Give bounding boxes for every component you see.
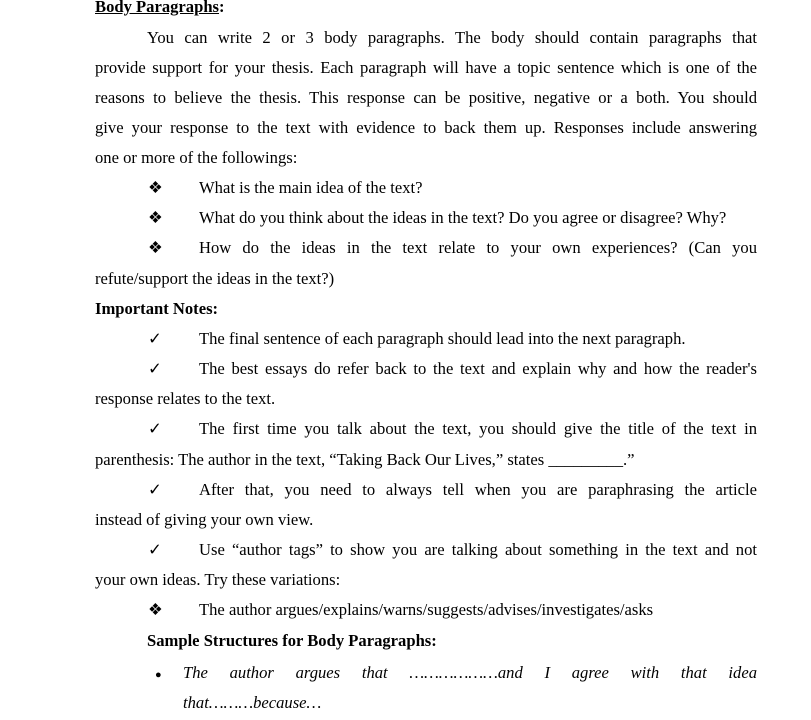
check-icon: ✓ — [148, 329, 162, 348]
intro-line: provide support for your thesis. Each paragraph will have a topic sentence which is one of the — [95, 58, 757, 77]
bullet-glyph: ● — [155, 669, 162, 681]
check-icon: ✓ — [148, 540, 162, 559]
intro-line: reasons to believe the thesis. This response can be positive, negative or a both. You should — [95, 88, 757, 107]
bullet-icon — [155, 658, 171, 688]
section-heading-colon: : — [219, 0, 225, 16]
note-item: Use “author tags” to show you are talking about something in the text and not — [199, 540, 757, 559]
note-item: After that, you need to always tell when you are paraphrasing the article — [199, 480, 757, 499]
diamond-bullet-icon: ❖ — [148, 238, 163, 257]
intro-line: give your response to the text with evidence to back them up. Responses include answering — [95, 118, 757, 137]
section-heading — [95, 0, 757, 22]
question-item-continuation: refute/support the ideas in the text?) — [95, 269, 335, 288]
check-icon: ✓ — [148, 419, 162, 438]
note-item-continuation: parenthesis: The author in the text, “Taking Back Our Lives,” states _________.” — [95, 450, 635, 469]
notes-heading: Important Notes: — [95, 299, 219, 318]
diamond-bullet-icon: ❖ — [148, 600, 163, 619]
check-icon: ✓ — [148, 480, 162, 499]
note-item: The best essays do refer back to the text and explain why and how the reader's — [199, 359, 757, 378]
section-heading-text: Body Paragraphs — [95, 0, 220, 16]
question-item: How do the ideas in the text relate to your own experiences? (Can you — [199, 238, 757, 257]
question-item: What is the main idea of the text? — [199, 178, 423, 197]
intro-line: You can write 2 or 3 body paragraphs. The body should contain paragraphs that — [147, 28, 757, 47]
intro-line: one or more of the followings: — [95, 148, 298, 167]
sample-structure-line: The author argues that ………………and I agree with that idea — [183, 663, 757, 682]
note-item-continuation: instead of giving your own view. — [95, 510, 314, 529]
note-item-continuation: your own ideas. Try these variations: — [95, 570, 341, 589]
note-item: The final sentence of each paragraph should lead into the next paragraph. — [199, 329, 686, 348]
diamond-bullet-icon: ❖ — [148, 208, 163, 227]
note-item-continuation: response relates to the text. — [95, 389, 276, 408]
sample-structure-line: that………because… — [183, 693, 322, 712]
check-icon: ✓ — [148, 359, 162, 378]
diamond-bullet-icon: ❖ — [148, 178, 163, 197]
question-item: What do you think about the ideas in the text? Do you agree or disagree? Why? — [199, 208, 727, 227]
author-tag-variations: The author argues/explains/warns/suggests/advises/investigates/asks — [199, 600, 654, 619]
note-item: The first time you talk about the text, you should give the title of the text in — [199, 419, 757, 438]
sample-structures-heading: Sample Structures for Body Paragraphs: — [147, 631, 437, 650]
